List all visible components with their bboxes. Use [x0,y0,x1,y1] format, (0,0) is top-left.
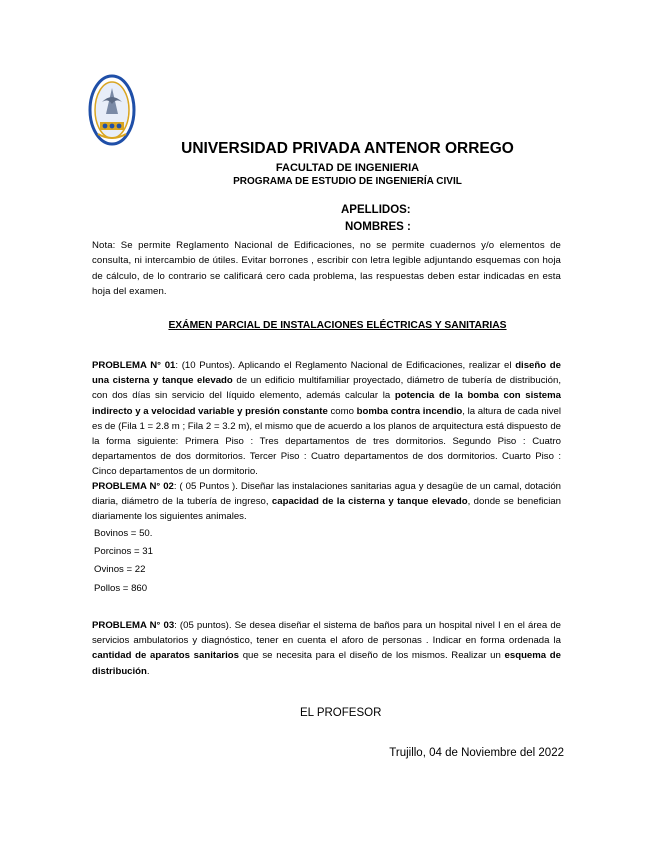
faculty-name: FACULTAD DE INGENIERIA [275,162,420,174]
exam-date: Trujillo, 04 de Noviembre del 2022 [389,747,564,759]
university-crest-icon [88,74,136,146]
problem-1-bold: bomba contra incendio [356,405,463,417]
problem-2 [92,479,561,525]
apellidos-label: APELLIDOS: [341,204,411,216]
problem-1-text: como [327,405,357,417]
problem-3-text: que se necesita para el diseño de los mismos. Realizar un [239,650,505,662]
exam-note: Nota: Se permite Reglamento Nacional de Edificaciones, no se permite cuadernos y/o elementos de consulta, ni intercambio de útiles. Evitar borrones , escribir con letra legible adjuntando esquemas con hoja de cálculo, de lo contrario se calificará cero cada problema, las respuestas deben estar indicadas en esta hoja del examen. [92,240,561,297]
problem-3-text: : (05 puntos). Se desea diseñar el sistema de baños para un hospital nivel I en el área de servicios ambulatorios y diagnóstico, tener en cuenta el aforo de personas . Indicar en forma ordenada la [92,620,561,647]
problem-2-label: PROBLEMA N° 02 [92,481,174,492]
university-name: UNIVERSIDAD PRIVADA ANTENOR ORREGO [181,140,514,157]
problem-1-text: : (10 Puntos). Aplicando el Reglamento Nacional de Edificaciones, realizar el [175,360,516,371]
problem-1-text: de un edificio multifamiliar proyectado, diámetro de tubería de distribución, con dos días sin servicio del líquido elemento, además calcular la [92,375,561,402]
problem-3-label: PROBLEMA N° 03 [92,620,175,631]
university-crest [88,74,136,146]
nombres-label: NOMBRES : [345,221,411,233]
animal-item: Pollos = 860 [94,583,148,594]
problem-3-text: . [146,665,150,677]
problem-1-label: PROBLEMA N° 01 [92,360,176,371]
exam-title: EXÁMEN PARCIAL DE INSTALACIONES ELÉCTRICAS Y SANITARIAS [168,320,507,331]
animal-item: Porcinos = 31 [94,546,153,557]
problem-1-text: , la altura de cada nivel es de (Fila 1 = 2.8 m ; Fila 2 = 3.2 m), el mismo que de acuerdo a los planos de arquitectura está dispuesto de la forma siguiente: Primera Piso : Tres departamentos de tres dormitorios. Segundo Piso : Cuatro departamentos de dos dormitorios. Tercer Piso : Cuatro departamentos de dos dormitorios. Cuarto Piso : Cinco departamentos de un dormitorio. [92,405,562,478]
program-name: PROGRAMA DE ESTUDIO DE INGENIERÍA CIVIL [233,176,462,187]
problem-2-text: , donde se benefician diariamente los siguientes animales. [92,496,561,523]
problem-2-bold: capacidad de la cisterna y tanque elevado [271,496,468,508]
professor-signature: EL PROFESOR [300,707,382,719]
problem-1 [92,358,561,480]
problem-3 [92,618,561,679]
animal-item: Ovinos = 22 [94,564,146,575]
problem-1-bold: potencia de la bomba con sistema indirecto y a velocidad variable y presión constante [92,390,561,417]
problem-2-text: : ( 05 Puntos ). Diseñar las instalaciones sanitarias agua y desagüe de un camal, dotación diaria, diámetro de la tubería de ingreso, [92,481,561,508]
problem-3-bold: cantidad de aparatos sanitarios [92,650,240,662]
animal-item: Bovinos = 50. [94,528,153,539]
problem-3-bold: esquema de distribución [92,650,562,677]
problem-1-bold: diseño de una cisterna y tanque elevado [92,360,561,387]
